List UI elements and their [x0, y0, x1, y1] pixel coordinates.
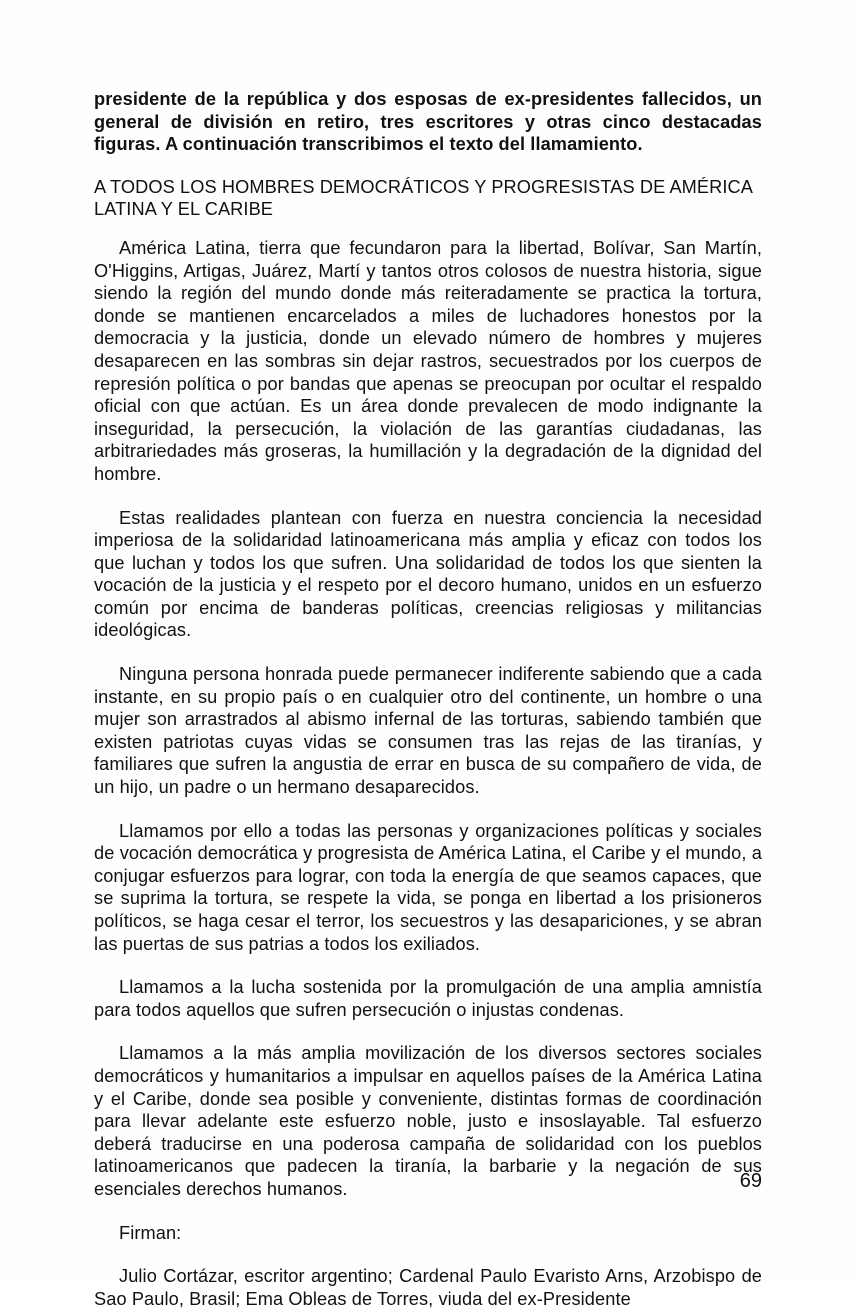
paragraph-1: América Latina, tierra que fecundaron para la libertad, Bolívar, San Martín, O'Higgins, Artigas, Juárez, Martí y tantos otros colosos de nuestra historia, sigue siendo la región del mundo donde más reiteradamente se practica la tortura, donde se mantienen encarcelados a miles de luchadores honestos por la democracia y la justicia, donde un elevado número de hombres y mujeres desaparecen en las sombras sin dejar rastros, secuestrados por los cuerpos de represión política o por bandas que apenas se preocupan por ocultar el respaldo oficial con que actúan. Es un área donde prevalecen de modo indignante la inseguridad, la persecución, la violación de las garantías ciudadanas, las arbitrariedades más groseras, la humillación y la degradación de la dignidad del hombre. — [94, 237, 762, 484]
paragraph-2: Estas realidades plantean con fuerza en nuestra conciencia la necesidad imperiosa de la solidaridad latinoamericana más amplia y eficaz con todos los que luchan y todos los que sufren. Una solidaridad de todos los que sienten la vocación de la justicia y el respeto por el decoro humano, unidos en un esfuerzo común por encima de banderas políticas, creencias religiosas y militancias ideológicas. — [94, 507, 762, 641]
page-text — [94, 88, 762, 1310]
firman-label: Firman: — [119, 1222, 182, 1243]
paragraph-5: Llamamos a la lucha sostenida por la promulgación de una amplia amnistía para todos aquellos que sufren persecución o injustas condenas. — [94, 977, 762, 1020]
paragraph-4: Llamamos por ello a todas las personas y organizaciones políticas y sociales de vocación democrática y progresista de América Latina, el Caribe y el mundo, a conjugar esfuerzos para lograr, con toda la energía de que seamos capaces, que se suprima la tortura, se respete la vida, se ponga en libertad a los prisioneros políticos, se haga cesar el terror, los secuestros y las desapariciones, y se abran las puertas de sus patrias a todos los exiliados. — [94, 820, 762, 954]
paragraph-6: Llamamos a la más amplia movilización de los diversos sectores sociales democráticos y humanitarios a impulsar en aquellos países de la América Latina y el Caribe, donde sea posible y conveniente, distintas formas de coordinación para llevar adelante este esfuerzo noble, justo e insoslayable. Tal esfuerzo deberá traducirse en una poderosa campaña de solidaridad con los pueblos latinoamericanos que padecen la tiranía, la barbarie y la negación de sus esenciales derechos humanos. — [94, 1043, 762, 1199]
intro-paragraph: presidente de la república y dos esposas de ex-presidentes fallecidos, un general de división en retiro, tres escritores y otras cinco destacadas figuras. A continuación transcribimos el texto del llamamiento. — [94, 89, 762, 155]
manifesto-heading: A TODOS LOS HOMBRES DEMOCRÁTICOS Y PROGRESISTAS DE AMÉRICA LATINA Y EL CARIBE — [94, 176, 753, 220]
paragraph-3: Ninguna persona honrada puede permanecer indiferente sabiendo que a cada instante, en su propio país o en cualquier otro del continente, un hombre o una mujer son arrastrados al abismo infernal de las torturas, sabiendo también que existen patriotas cuyas vidas se consumen tras las rejas de las tiranías, y familiares que sufren la angustia de errar en busca de su compañero de vida, de un hijo, un padre o un hermano desaparecidos. — [94, 664, 762, 798]
page-number: 69 — [739, 1170, 762, 1192]
signers-paragraph: Julio Cortázar, escritor argentino; Cardenal Paulo Evaristo Arns, Arzobispo de Sao Paulo, Brasil; Ema Obleas de Torres, viuda del ex-Presidente — [94, 1266, 762, 1309]
